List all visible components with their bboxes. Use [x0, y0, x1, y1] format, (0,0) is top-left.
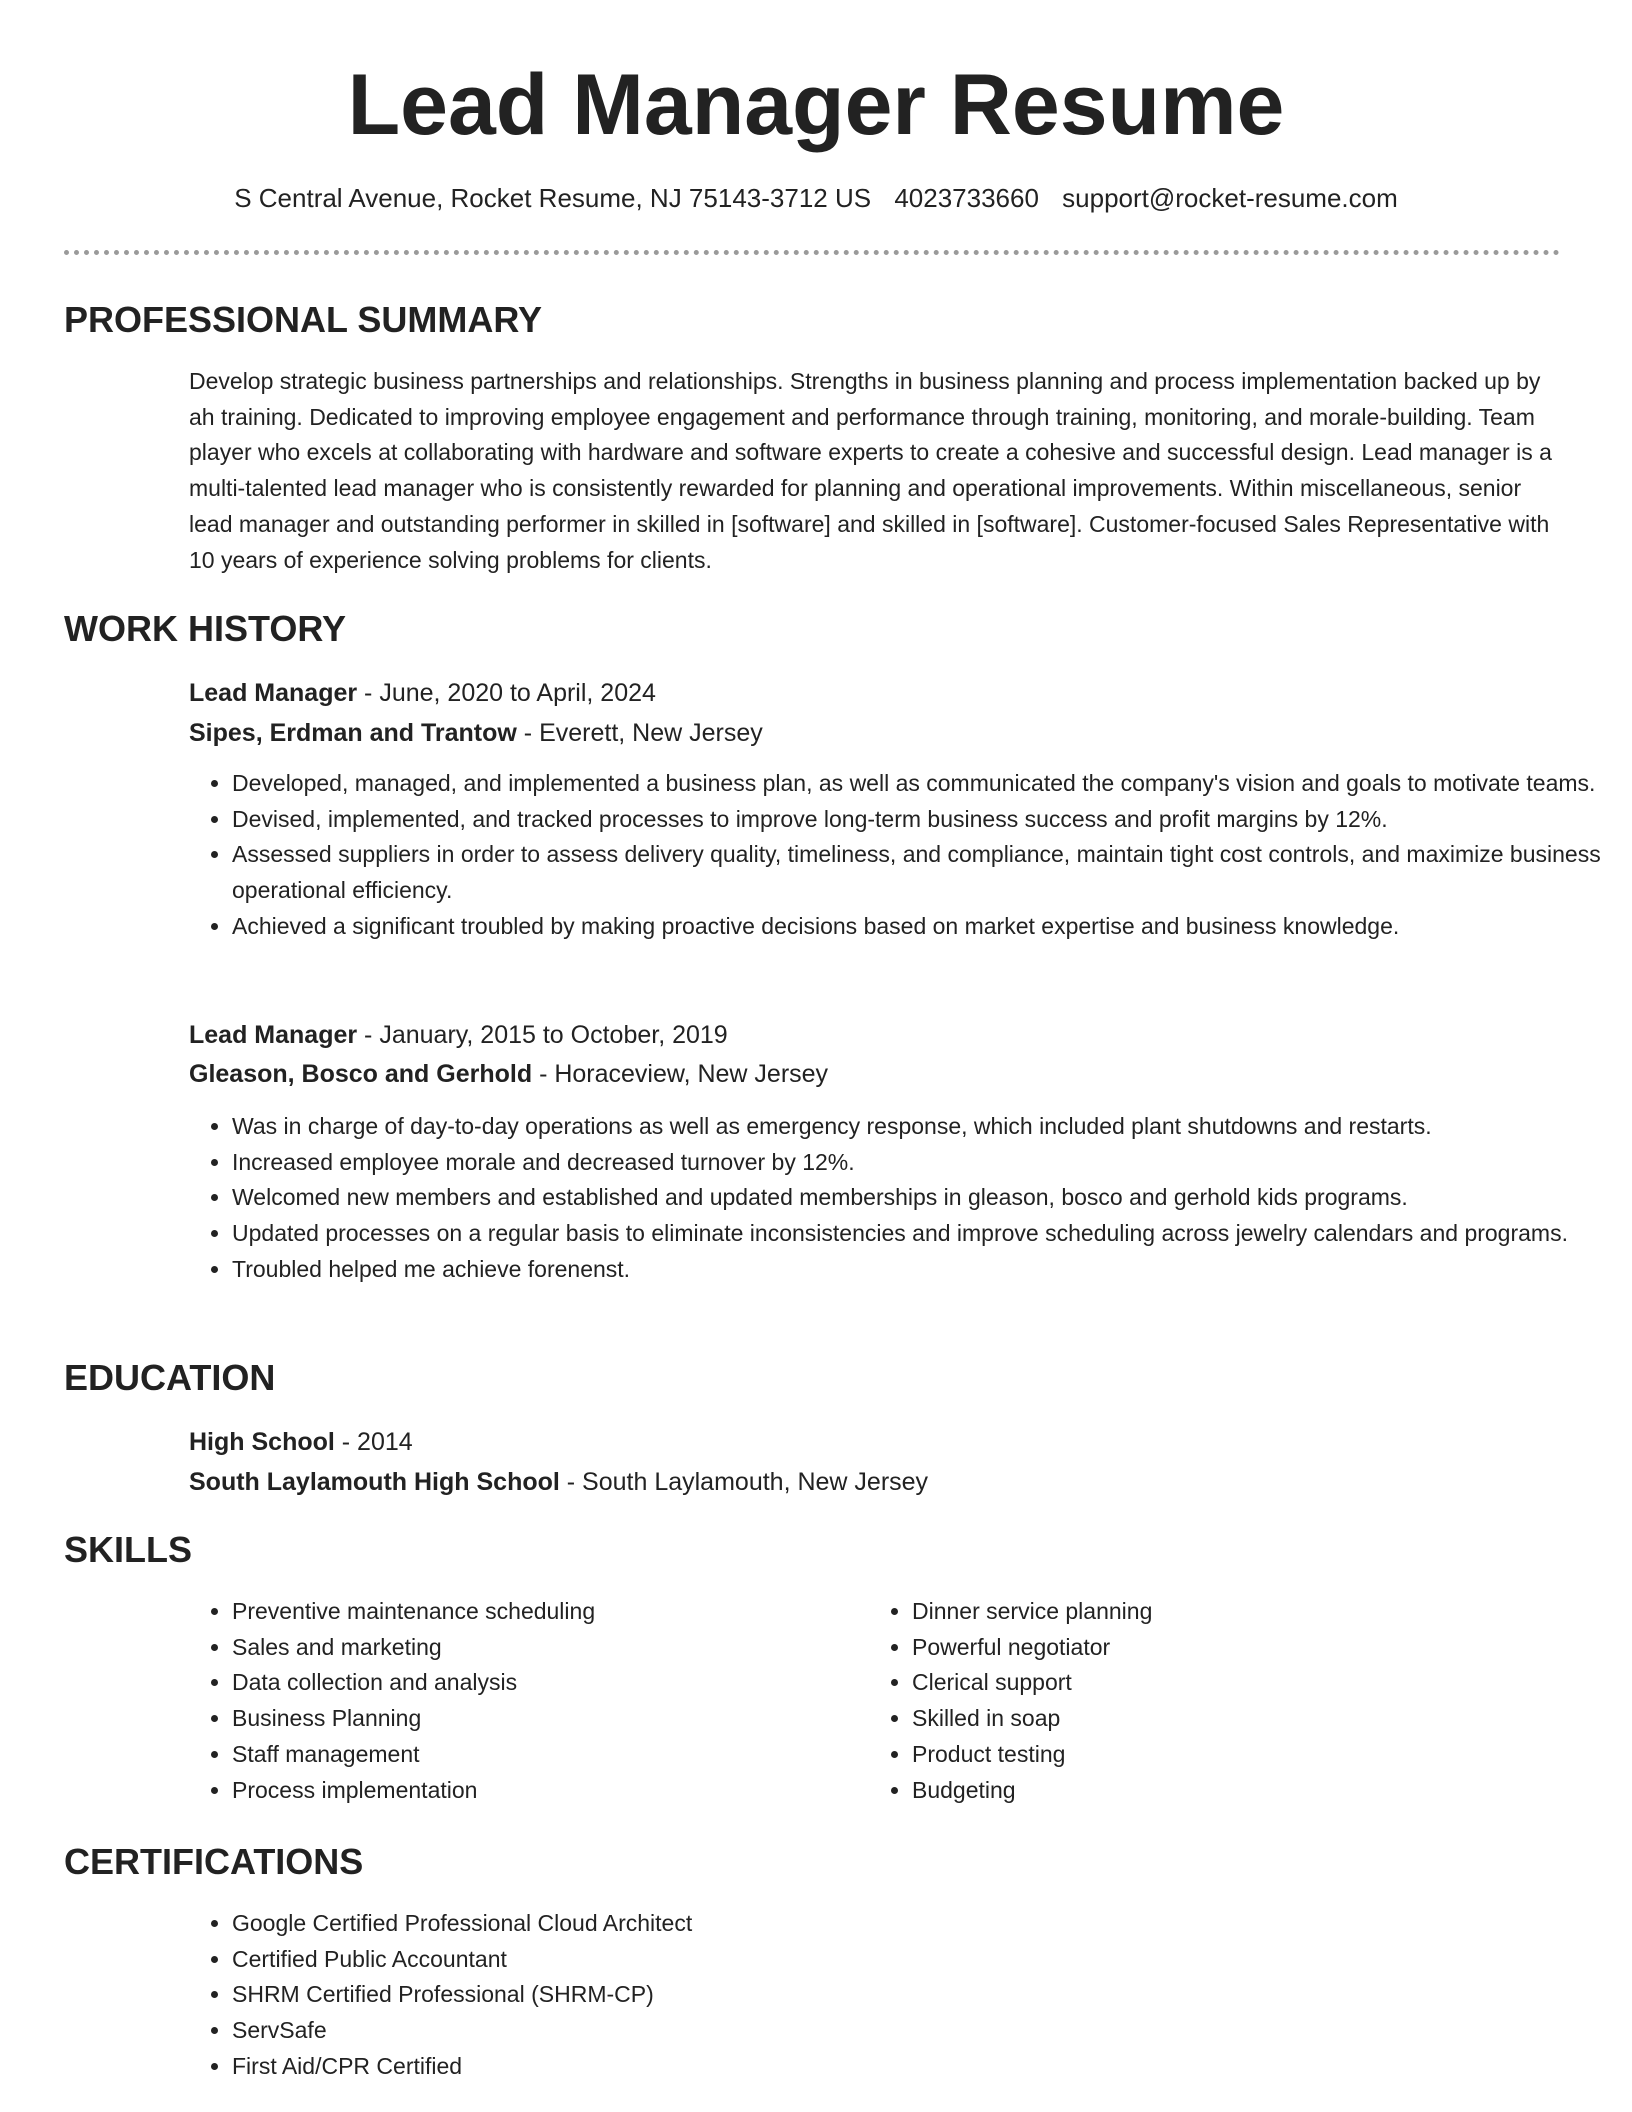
job-2-title: Lead Manager — [189, 1021, 358, 1049]
list-item: • Staff management — [232, 1737, 832, 1773]
list-item: • Product testing — [912, 1737, 1512, 1773]
contact-address: S Central Avenue, Rocket Resume, NJ 75143-3712 US — [234, 183, 872, 213]
list-item: • Powerful negotiator — [912, 1630, 1512, 1666]
job-2-dates: - January, 2015 to October, 2019 — [357, 1021, 728, 1049]
list-item: • Sales and marketing — [232, 1630, 832, 1666]
list-item: • Business Planning — [232, 1701, 832, 1737]
list-item: • Developed, managed, and implemented a business plan, as well as communicated the company's vision and goals to motivate teams. — [232, 766, 1602, 802]
job-1-dates: - June, 2020 to April, 2024 — [357, 679, 656, 707]
list-item: • Preventive maintenance scheduling — [232, 1594, 832, 1630]
education-heading: EDUCATION — [64, 1357, 276, 1398]
list-item: • Was in charge of day-to-day operations as well as emergency response, which included plant shutdowns and restarts. — [232, 1109, 1602, 1145]
list-item: • ServSafe — [232, 2013, 1602, 2049]
job-1-title-line — [189, 675, 656, 711]
list-item: • Devised, implemented, and tracked processes to improve long-term business success and profit margins by 12%. — [232, 802, 1602, 838]
job-2-title-line — [189, 1017, 728, 1053]
job-2-bullets — [189, 1109, 1602, 1288]
list-item: • Assessed suppliers in order to assess delivery quality, timeliness, and compliance, maintain tight cost controls, and maximize business operational efficiency. — [232, 837, 1602, 908]
summary-heading: PROFESSIONAL SUMMARY — [64, 299, 543, 340]
skills-list-right — [869, 1594, 1512, 1808]
list-item: • Achieved a significant troubled by making proactive decisions based on market expertise and business knowledge. — [232, 909, 1602, 945]
list-item: • SHRM Certified Professional (SHRM-CP) — [232, 1977, 1602, 2013]
contact-email: support@rocket-resume.com — [1062, 183, 1398, 213]
list-item: • First Aid/CPR Certified — [232, 2049, 1602, 2085]
education-degree-line — [189, 1424, 413, 1460]
certifications-heading: CERTIFICATIONS — [64, 1841, 364, 1882]
education-degree: High School — [189, 1428, 335, 1456]
list-item: • Troubled helped me achieve forenenst. — [232, 1252, 1602, 1288]
list-item: • Data collection and analysis — [232, 1665, 832, 1701]
summary-text: Develop strategic business partnerships and relationships. Strengths in business planning and process implementation backed up by ah training. Dedicated to improving employee engagement and performance through training, monitoring, and morale-building. Team player who excels at collaborating with hardware and software experts to create a cohesive and successful design. Lead manager is a multi-talented lead manager who is consistently rewarded for planning and operational improvements. Within miscellaneous, senior lead manager and outstanding performer in skilled in [software] and skilled in [software]. Customer-focused Sales Representative with 10 years of experience solving problems for clients. — [189, 368, 1552, 573]
list-item: • Skilled in soap — [912, 1701, 1512, 1737]
education-year: - 2014 — [334, 1428, 413, 1456]
skills-list-left — [189, 1594, 832, 1808]
job-2-company-line — [189, 1056, 828, 1092]
skills-heading: SKILLS — [64, 1529, 193, 1570]
list-item: • Google Certified Professional Cloud Architect — [232, 1906, 1602, 1942]
list-item: • Updated processes on a regular basis to eliminate inconsistencies and improve scheduling across jewelry calendars and programs. — [232, 1216, 1602, 1252]
job-1-company-line — [189, 715, 763, 751]
list-item: • Welcomed new members and established and updated memberships in gleason, bosco and gerhold kids programs. — [232, 1180, 1602, 1216]
job-1-bullets — [189, 766, 1602, 945]
job-1-location: - Everett, New Jersey — [516, 719, 763, 747]
list-item: • Dinner service planning — [912, 1594, 1512, 1630]
education-school: South Laylamouth High School — [189, 1468, 560, 1496]
list-item: • Clerical support — [912, 1665, 1512, 1701]
header-divider — [64, 250, 1560, 255]
job-2-location: - Horaceview, New Jersey — [532, 1060, 829, 1088]
list-item: • Increased employee morale and decreased turnover by 12%. — [232, 1145, 1602, 1181]
job-1-company: Sipes, Erdman and Trantow — [189, 719, 517, 747]
education-school-line — [189, 1464, 928, 1500]
job-1-title: Lead Manager — [189, 679, 358, 707]
resume-title: Lead Manager Resume — [347, 57, 1285, 153]
work-history-heading: WORK HISTORY — [64, 608, 347, 649]
education-location: - South Laylamouth, New Jersey — [559, 1468, 929, 1496]
list-item: • Process implementation — [232, 1773, 832, 1809]
certifications-list — [189, 1906, 1602, 2085]
job-2-company: Gleason, Bosco and Gerhold — [189, 1060, 533, 1088]
list-item: • Budgeting — [912, 1773, 1512, 1809]
list-item: • Certified Public Accountant — [232, 1942, 1602, 1978]
contact-phone: 4023733660 — [894, 183, 1039, 213]
contact-line — [0, 180, 1632, 216]
